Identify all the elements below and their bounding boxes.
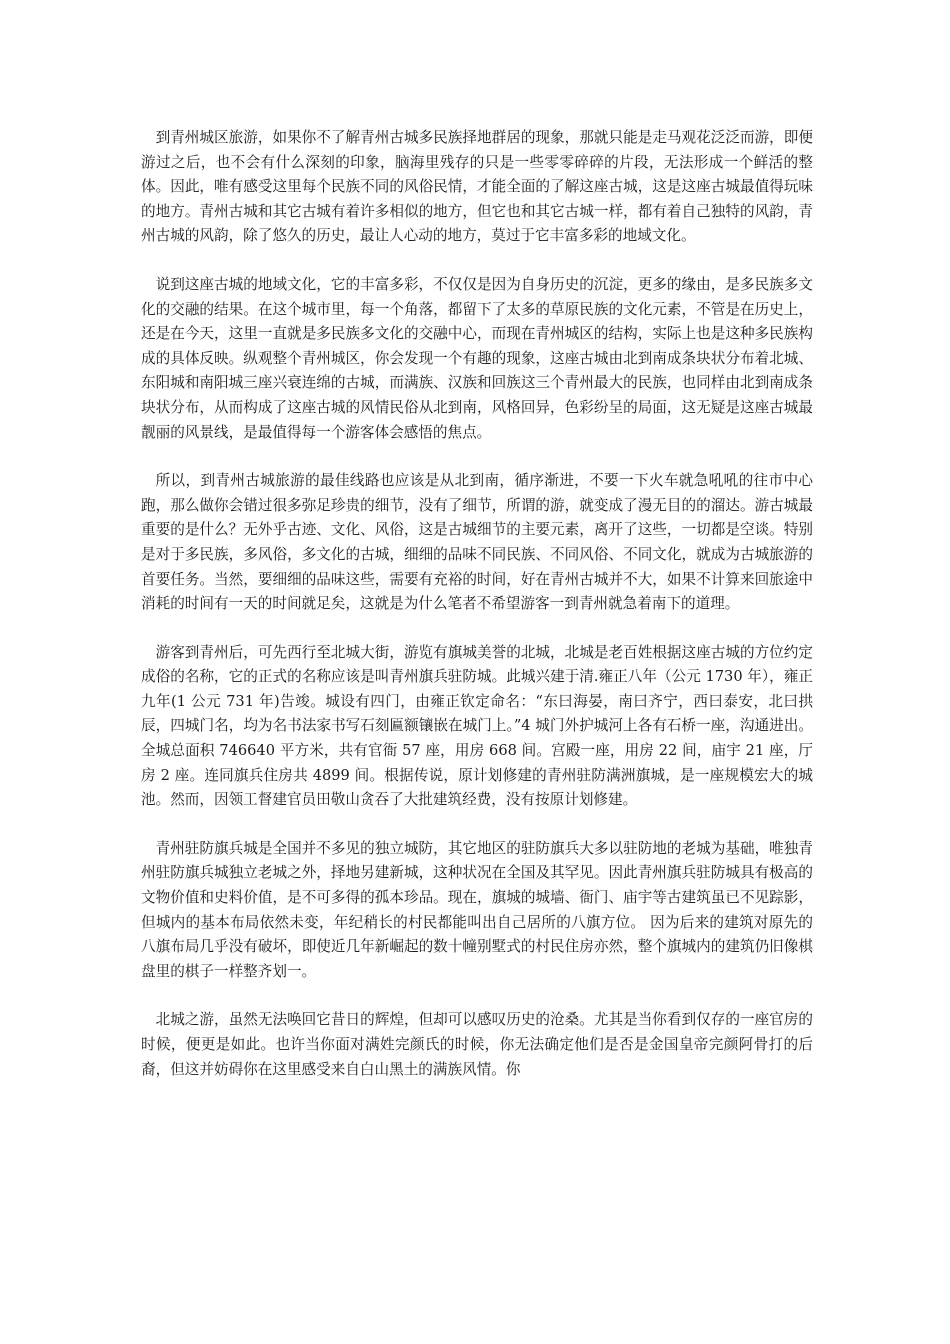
- paragraph-north-city-history: 游客到青州后，可先西行至北城大街，游览有旗城美誉的北城，北城是老百姓根据这座古城的方位约定成俗的名称，它的正式的名称应该是叫青州旗兵驻防城。此城兴建于清.雍正八年（公元 1730 年），雍正九年(1 公元 731 年)告竣。城设有四门，由雍正钦定命名：“东曰海晏，南曰齐宁，西曰泰安，北曰拱辰，四城门名，均为名书法家书写石刻匾额镶嵌在城门上。”4 城门外护城河上各有石桥一座，沟通进出。全城总面积 746640 平方米，共有官衙 57 座，用房 668 间。宫殿一座，用房 22 间，庙宇 21 座，厅房 2 座。连同旗兵住房共 4899 间。根据传说，原计划修建的青州驻防满洲旗城，是一座规模宏大的城池。然而，因领工督建官员田敬山贪吞了大批建筑经费，没有按原计划修建。: [141, 643, 813, 809]
- paragraph-north-city-tour: 北城之游，虽然无法唤回它昔日的辉煌，但却可以感叹历史的沧桑。尤其是当你看到仅存的一座官房的时候，便更是如此。也许当你面对满姓完颜氏的时候，你无法确定他们是否是金国皇帝完颜阿骨打的后裔，但这并妨碍你在这里感受来自白山黑土的满族风情。你: [141, 1011, 813, 1078]
- document-body: [141, 126, 813, 1082]
- paragraph-regional-culture: 说到这座古城的地域文化，它的丰富多彩，不仅仅是因为自身历史的沉淀，更多的缘由，是多民族多文化的交融的结果。在这个城市里，每一个角落，都留下了太多的草原民族的文化元素，不管是在历史上，还是在今天，这里一直就是多民族多文化的交融中心，而现在青州城区的结构，实际上也是这种多民族构成的具体反映。纵观整个青州城区，你会发现一个有趣的现象，这座古城由北到南成条块状分布着北城、东阳城和南阳城三座兴衰连绵的古城，而满族、汉族和回族这三个青州最大的民族，也同样由北到南成条块状分布，从而构成了这座古城的风情民俗从北到南，风格回异，色彩纷呈的局面，这无疑是这座古城最靓丽的风景线，是最值得每一个游客体会感悟的焦点。: [141, 275, 813, 441]
- paragraph-intro: 到青州城区旅游，如果你不了解青州古城多民族择地群居的现象，那就只能是走马观花泛泛而游，即便游过之后，也不会有什么深刻的印象，脑海里残存的只是一些零零碎碎的片段，无法形成一个鲜活的整体。因此，唯有感受这里每个民族不同的风俗民情，才能全面的了解这座古城，这是这座古城最值得玩味的地方。青州古城和其它古城有着许多相似的地方，但它也和其它古城一样，都有着自己独特的风韵，青州古城的风韵，除了悠久的历史，最让人心动的地方，莫过于它丰富多彩的地域文化。: [141, 129, 813, 245]
- paragraph-banner-garrison: 青州驻防旗兵城是全国并不多见的独立城防，其它地区的驻防旗兵大多以驻防地的老城为基础，唯独青州驻防旗兵城独立老城之外，择地另建新城，这种状况在全国及其罕见。因此青州旗兵驻防城具有极高的文物价值和史料价值，是不可多得的孤本珍品。现在，旗城的城墙、衙门、庙宇等古建筑虽已不见踪影，但城内的基本布局依然未变，年纪稍长的村民都能叫出自己居所的八旗方位。 因为后来的建筑对原先的八旗布局几乎没有破坏，即使近几年新崛起的数十幢别墅式的村民住房亦然，整个旗城内的建筑仍旧像棋盘里的棋子一样整齐划一。: [141, 839, 813, 980]
- paragraph-best-route: 所以，到青州古城旅游的最佳线路也应该是从北到南，循序渐进，不要一下火车就急吼吼的往市中心跑，那么做你会错过很多弥足珍贵的细节，没有了细节，所谓的游，就变成了漫无目的的溜达。游古城最重要的是什么？无外乎古迹、文化、风俗，这是古城细节的主要元素，离开了这些，一切都是空谈。特别是对于多民族，多风俗，多文化的古城，细细的品味不同民族、不同风俗、不同文化，就成为古城旅游的首要任务。当然，要细细的品味这些，需要有充裕的时间，好在青州古城并不大，如果不计算来回旅途中消耗的时间有一天的时间就足矣，这就是为什么笔者不希望游客一到青州就急着南下的道理。: [141, 472, 813, 613]
